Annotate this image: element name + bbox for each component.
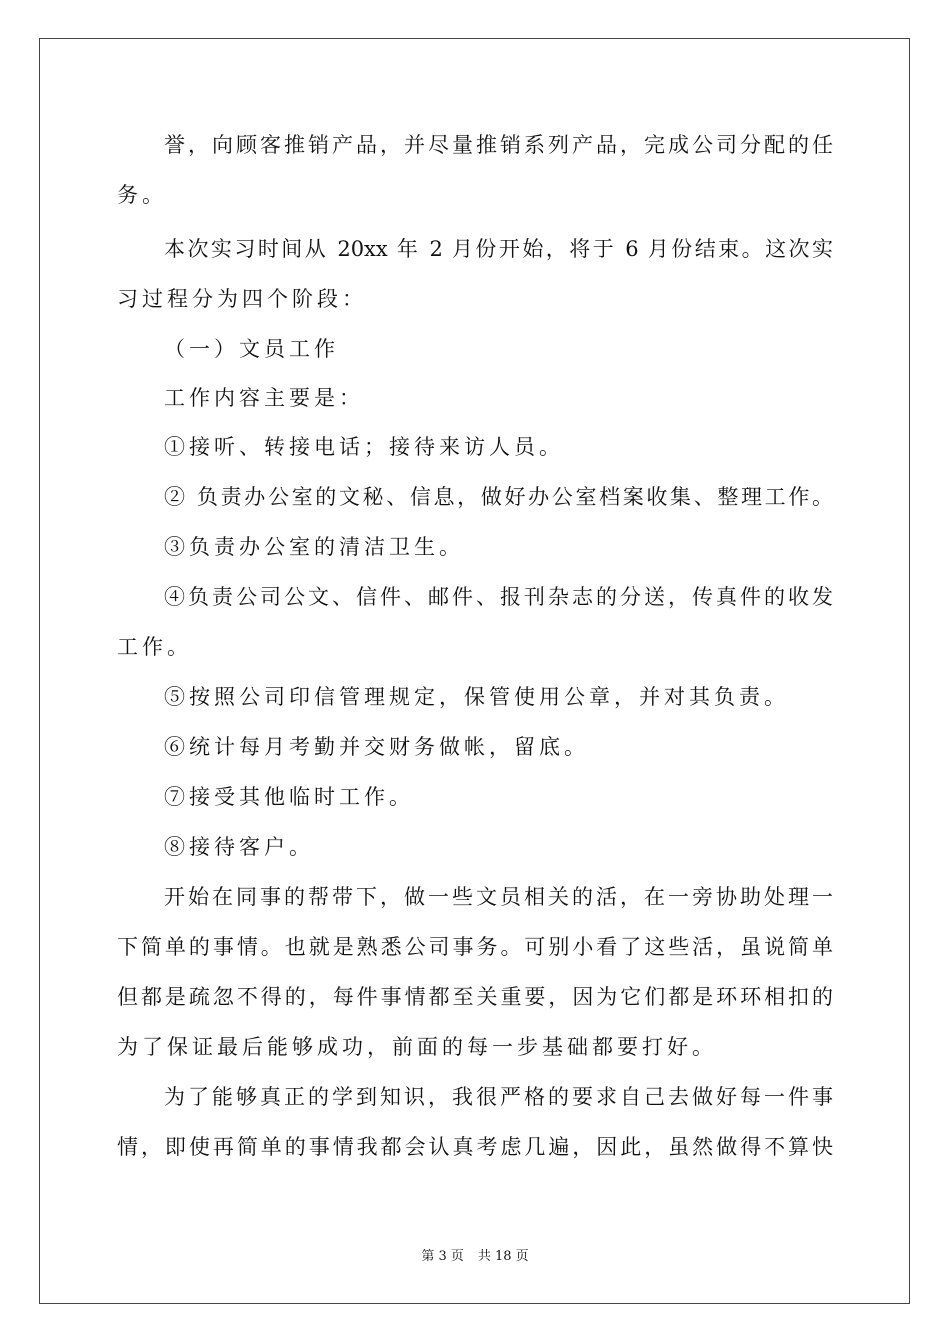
section-heading: （一）文员工作 [164,337,339,361]
text-line: 开始在同事的帮带下，做一些文员相关的活，在一旁协助处理一 [164,885,833,909]
page-number: 第 3 页 [421,1249,464,1264]
text-line: 但都是疏忽不得的，每件事情都至关重要，因为它们都是环环相扣的 [117,985,833,1009]
text-line: 工作。 [117,635,192,659]
text-line: 为了保证最后能够成功，前面的每一步基础都要打好。 [117,1035,717,1059]
list-item: ⑤按照公司印信管理规定，保管使用公章，并对其负责。 [164,685,789,709]
text-line: 下简单的事情。也就是熟悉公司事务。可别小看了这些活，虽说简单 [117,935,833,959]
text-line: 务。 [117,183,167,207]
list-item: ⑥统计每月考勤并交财务做帐，留底。 [164,735,589,759]
page-border [39,38,910,1304]
page-footer [0,1248,950,1266]
text-line: 工作内容主要是： [164,386,364,410]
text-line: 为了能够真正的学到知识，我很严格的要求自己去做好每一件事 [164,1085,833,1109]
page-total: 共 18 页 [477,1249,529,1264]
text-line: 誉，向顾客推销产品，并尽量推销系列产品，完成公司分配的任 [164,133,833,157]
text-line: 习过程分为四个阶段： [117,287,367,311]
text-line: 情，即使再简单的事情我都会认真考虑几遍，因此，虽然做得不算快 [117,1135,833,1159]
list-item: ② 负责办公室的文秘、信息，做好办公室档案收集、整理工作。 [164,485,833,509]
list-item: ⑧接待客户。 [164,835,314,859]
text-line: 本次实习时间从 20xx 年 2 月份开始，将于 6 月份结束。这次实 [164,237,833,261]
list-item: ⑦接受其他临时工作。 [164,785,414,809]
list-item: ④负责公司公文、信件、邮件、报刊杂志的分送，传真件的收发 [164,585,833,609]
list-item: ③负责办公室的清洁卫生。 [164,535,464,559]
list-item: ①接听、转接电话；接待来访人员。 [164,435,564,459]
